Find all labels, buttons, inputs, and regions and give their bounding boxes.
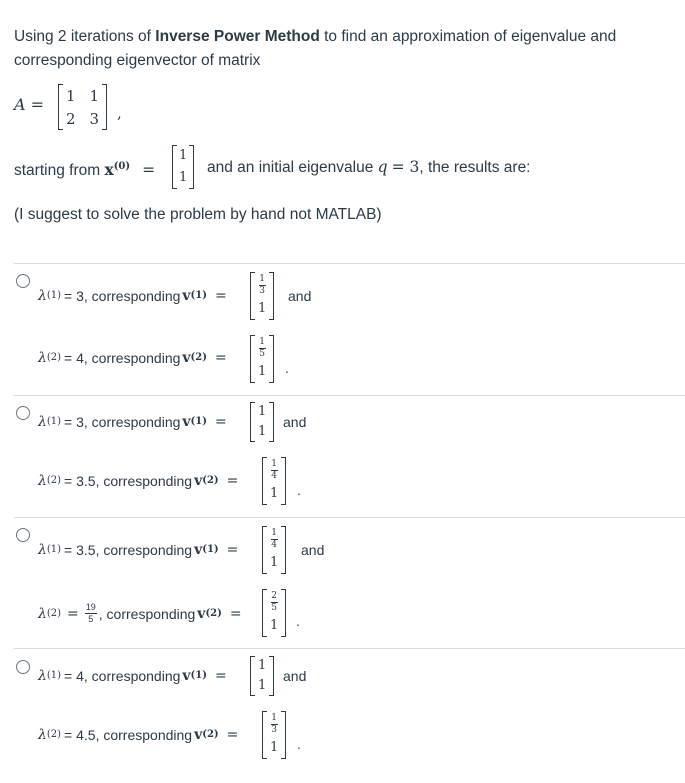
vector-cell: 1 [258,301,267,317]
lambda-value: = 4.5, corresponding [64,727,193,743]
fraction: $\frac{1}{4}$ [271,527,277,550]
initial-text: and an initial eigenvalue [207,159,378,176]
suggestion-text: (I suggest to solve the problem by hand not MATLAB) [14,206,382,223]
option-1-vector-1 [250,272,274,320]
vector-superscript: (2) [202,475,219,486]
vector-superscript: (1) [202,544,219,555]
divider [14,263,685,264]
lambda-value: = 4, corresponding [64,350,181,366]
lambda-superscript: (2) [46,352,62,363]
matrix-cell: 2 [66,109,76,128]
and-text: and [283,668,307,684]
option-4-vector-1 [250,656,274,696]
lambda-value: = 3.5, corresponding [64,473,193,489]
lambda-superscript: (1) [46,544,62,555]
start-vector-symbol: x [104,160,114,180]
lambda-superscript: (1) [46,416,62,427]
matrix-a [58,84,107,130]
lambda-value: = 3.5, corresponding [64,542,193,558]
vector-superscript: (1) [190,416,207,427]
fraction: $\frac{1}{3}$ [259,273,265,296]
method-name: Inverse Power Method [155,28,320,45]
fraction: $\frac{2}{5}$ [271,590,277,613]
matrix-cell: 1 [66,86,76,105]
option-4-vector-2 [262,711,286,759]
option-4-radio[interactable] [16,660,30,674]
matrix-suffix: , [117,104,122,122]
vector-cell: 1 [270,555,279,571]
option-2-vector-2 [262,457,286,505]
period: . [296,613,300,629]
option-1-line-1: λ (1) = 3, corresponding v (1) = [38,288,227,304]
option-4-line-1: λ (1) = 4, corresponding v (1) = [38,668,227,684]
divider [14,395,685,396]
option-2-line-2: λ (2) = 3.5, corresponding v (2) = [38,473,239,489]
question-intro-text: Using 2 iterations of [14,28,156,45]
option-3-vector-2 [262,589,286,637]
lambda-fraction: $\frac{19}{5}$ [85,602,96,624]
fraction: $\frac{1}{4}$ [271,458,277,481]
lambda-value: = 4, corresponding [64,668,181,684]
lambda-value: = 3, corresponding [64,288,181,304]
and-text: and [301,542,325,558]
option-1-line-2: λ (2) = 4, corresponding v (2) = [38,350,227,366]
option-4-line-2: λ (2) = 4.5, corresponding v (2) = [38,727,239,743]
lambda-value: , corresponding [98,605,196,622]
period: . [297,736,301,752]
vector-cell: 1 [258,678,267,693]
start-label: starting from [14,162,105,180]
question-line-1 [14,26,616,48]
vector-cell: 1 [270,486,279,502]
lambda-superscript: (1) [46,670,62,681]
vector-cell: 1 [179,170,188,185]
period: . [297,482,301,498]
divider [14,517,685,518]
start-vector [172,145,194,189]
vector-superscript: (2) [205,607,222,619]
option-3-radio[interactable] [16,528,30,542]
vector-cell: 1 [270,740,279,756]
option-3-line-1: λ (1) = 3.5, corresponding v (1) = [38,542,239,558]
option-3-vector-1 [262,526,286,574]
matrix-cell: 1 [89,86,100,105]
fraction: $\frac{1}{5}$ [259,336,265,359]
vector-superscript: (2) [190,352,207,363]
matrix-cell: 3 [89,109,100,128]
option-1-vector-2 [250,335,274,383]
vector-superscript: (1) [190,670,207,681]
option-2-radio[interactable] [16,406,30,420]
option-2-vector-1 [250,402,274,442]
option-2-line-1: λ (1) = 3, corresponding v (1) = [38,414,227,430]
lambda-superscript: (2) [46,607,62,619]
initial-eigenvalue-text [207,156,531,179]
divider [14,648,685,649]
fraction: $\frac{1}{3}$ [271,712,277,735]
option-3-line-2: λ (2) = $\frac{19}{5}$ , corresponding v (2) = [38,602,242,624]
vector-cell: 1 [258,364,267,380]
lambda-superscript: (2) [46,729,62,740]
vector-cell: 1 [179,148,188,163]
start-vector-superscript: (0) [113,161,131,172]
question-line-2: corresponding eigenvector of matrix [14,52,261,69]
vector-cell: 1 [258,424,267,439]
vector-cell: 1 [270,618,279,634]
option-1-radio[interactable] [16,274,30,288]
initial-text-2: , the results are: [419,159,531,176]
matrix-label: A = [14,95,45,114]
vector-superscript: (1) [190,290,207,301]
vector-cell: 1 [258,658,267,673]
and-text: and [283,414,307,430]
start-text: starting from $x^{(0)}$ = [14,160,156,180]
vector-superscript: (2) [202,729,219,740]
lambda-value: = 3, corresponding [64,414,181,430]
q-value: = 3 [391,158,420,176]
question-intro-text-2: to find an approximation of eigenvalue and [319,28,617,45]
lambda-superscript: (1) [46,290,62,301]
lambda-superscript: (2) [46,475,62,486]
period: . [285,360,289,376]
vector-cell: 1 [258,404,267,419]
and-text: and [288,288,312,304]
q-symbol: q [377,158,388,176]
